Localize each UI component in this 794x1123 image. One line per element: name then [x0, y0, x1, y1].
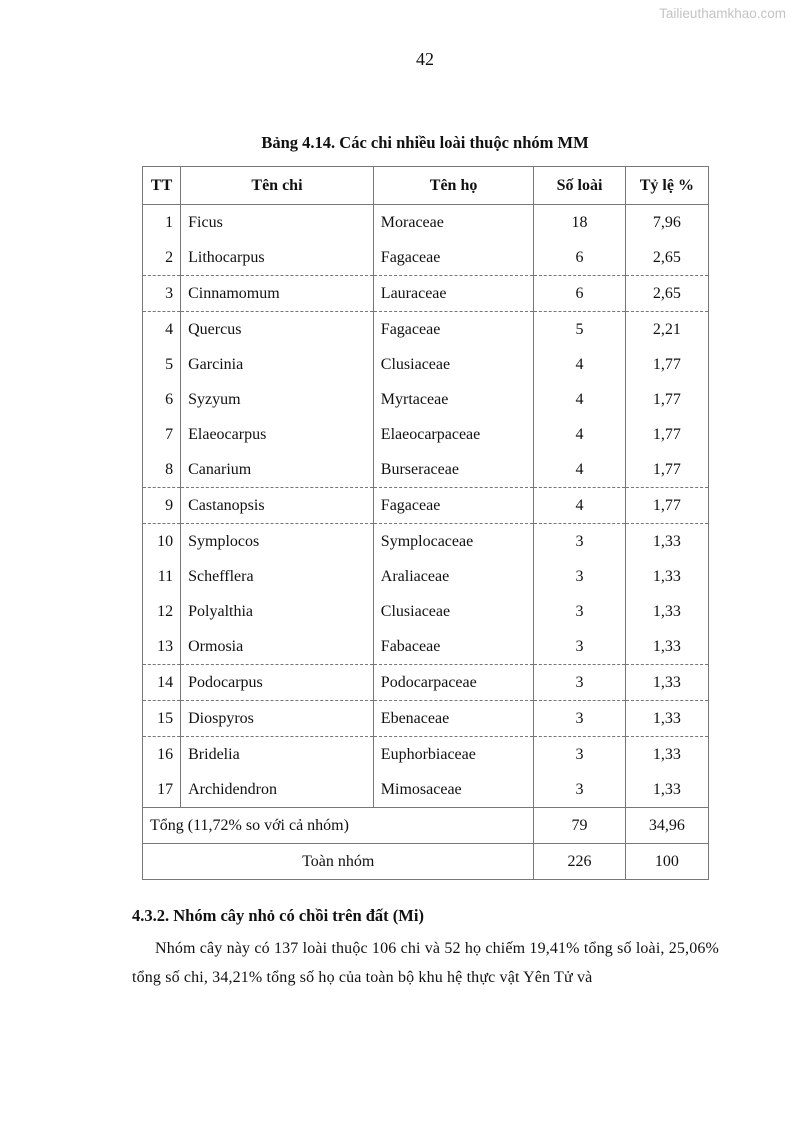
table-row: [143, 488, 709, 524]
cell-count: 5: [534, 312, 625, 348]
cell-tt: 15: [143, 701, 181, 737]
header-count: Số loài: [534, 167, 625, 205]
cell-ratio: 1,77: [625, 417, 708, 452]
watermark: Tailieuthamkhao.com: [659, 6, 786, 21]
cell-tt: 1: [143, 205, 181, 241]
cell-tt: 17: [143, 772, 181, 808]
cell-tt: 10: [143, 524, 181, 560]
cell-family: Fagaceae: [373, 312, 534, 348]
cell-tt: 11: [143, 559, 181, 594]
cell-ratio: 1,33: [625, 629, 708, 665]
genus-table: [142, 166, 709, 880]
grand-total-ratio: 100: [625, 844, 708, 880]
subtotal-label: Tổng (11,72% so với cả nhóm): [143, 808, 534, 844]
cell-count: 4: [534, 347, 625, 382]
cell-count: 4: [534, 452, 625, 488]
table-row: [143, 665, 709, 701]
cell-family: Podocarpaceae: [373, 665, 534, 701]
table-row: [143, 347, 709, 382]
cell-ratio: 1,33: [625, 737, 708, 773]
cell-family: Symplocaceae: [373, 524, 534, 560]
cell-ratio: 1,33: [625, 594, 708, 629]
cell-family: Araliaceae: [373, 559, 534, 594]
table-row: [143, 205, 709, 241]
cell-ratio: 2,21: [625, 312, 708, 348]
cell-count: 3: [534, 559, 625, 594]
cell-genus: Castanopsis: [181, 488, 374, 524]
cell-ratio: 1,33: [625, 559, 708, 594]
cell-family: Fagaceae: [373, 488, 534, 524]
cell-count: 18: [534, 205, 625, 241]
cell-count: 4: [534, 382, 625, 417]
cell-count: 6: [534, 240, 625, 276]
header-ratio: Tỷ lệ %: [625, 167, 708, 205]
cell-family: Moraceae: [373, 205, 534, 241]
grand-total-label: Toàn nhóm: [143, 844, 534, 880]
cell-tt: 16: [143, 737, 181, 773]
cell-genus: Archidendron: [181, 772, 374, 808]
cell-tt: 5: [143, 347, 181, 382]
cell-tt: 12: [143, 594, 181, 629]
table-row: [143, 737, 709, 773]
cell-genus: Quercus: [181, 312, 374, 348]
cell-genus: Schefflera: [181, 559, 374, 594]
table-row: [143, 772, 709, 808]
cell-family: Ebenaceae: [373, 701, 534, 737]
cell-count: 3: [534, 737, 625, 773]
cell-genus: Polyalthia: [181, 594, 374, 629]
subtotal-count: 79: [534, 808, 625, 844]
cell-count: 3: [534, 665, 625, 701]
cell-family: Myrtaceae: [373, 382, 534, 417]
cell-genus: Diospyros: [181, 701, 374, 737]
cell-tt: 6: [143, 382, 181, 417]
table-row: [143, 629, 709, 665]
cell-genus: Lithocarpus: [181, 240, 374, 276]
grand-total-row: [143, 844, 709, 880]
cell-genus: Canarium: [181, 452, 374, 488]
cell-count: 3: [534, 629, 625, 665]
cell-genus: Syzyum: [181, 382, 374, 417]
table-row: [143, 452, 709, 488]
cell-family: Mimosaceae: [373, 772, 534, 808]
cell-family: Clusiaceae: [373, 347, 534, 382]
table-row: [143, 559, 709, 594]
table-row: [143, 312, 709, 348]
table-row: [143, 240, 709, 276]
header-genus: Tên chi: [181, 167, 374, 205]
cell-genus: Podocarpus: [181, 665, 374, 701]
cell-genus: Ormosia: [181, 629, 374, 665]
cell-ratio: 7,96: [625, 205, 708, 241]
section-heading: 4.3.2. Nhóm cây nhỏ có chồi trên đất (Mi): [132, 906, 424, 925]
cell-family: Fagaceae: [373, 240, 534, 276]
cell-ratio: 1,77: [625, 452, 708, 488]
cell-ratio: 1,77: [625, 488, 708, 524]
cell-count: 3: [534, 524, 625, 560]
header-tt: TT: [143, 167, 181, 205]
table-row: [143, 524, 709, 560]
table-row: [143, 276, 709, 312]
cell-count: 4: [534, 417, 625, 452]
cell-tt: 13: [143, 629, 181, 665]
cell-count: 3: [534, 701, 625, 737]
cell-tt: 8: [143, 452, 181, 488]
cell-ratio: 1,33: [625, 701, 708, 737]
cell-ratio: 1,33: [625, 665, 708, 701]
cell-tt: 3: [143, 276, 181, 312]
cell-count: 6: [534, 276, 625, 312]
cell-family: Lauraceae: [373, 276, 534, 312]
table-row: [143, 594, 709, 629]
cell-ratio: 1,77: [625, 347, 708, 382]
cell-family: Fabaceae: [373, 629, 534, 665]
cell-ratio: 2,65: [625, 240, 708, 276]
cell-genus: Bridelia: [181, 737, 374, 773]
grand-total-count: 226: [534, 844, 625, 880]
cell-family: Clusiaceae: [373, 594, 534, 629]
cell-tt: 2: [143, 240, 181, 276]
subtotal-ratio: 34,96: [625, 808, 708, 844]
page-number: 42: [416, 49, 434, 69]
cell-family: Euphorbiaceae: [373, 737, 534, 773]
cell-ratio: 1,33: [625, 772, 708, 808]
table-row: [143, 701, 709, 737]
cell-family: Elaeocarpaceae: [373, 417, 534, 452]
cell-tt: 4: [143, 312, 181, 348]
cell-count: 3: [534, 594, 625, 629]
body-paragraph: Nhóm cây này có 137 loài thuộc 106 chi và 52 họ chiếm 19,41% tổng số loài, 25,06% tổng số chi, 34,21% tổng số họ của toàn bộ khu hệ thực vật Yên Tử và: [132, 940, 719, 986]
cell-tt: 9: [143, 488, 181, 524]
table-title: Bảng 4.14. Các chi nhiều loài thuộc nhóm MM: [261, 133, 589, 152]
cell-ratio: 1,33: [625, 524, 708, 560]
table-row: [143, 417, 709, 452]
cell-genus: Cinnamomum: [181, 276, 374, 312]
table-row: [143, 382, 709, 417]
cell-tt: 7: [143, 417, 181, 452]
cell-count: 4: [534, 488, 625, 524]
cell-ratio: 2,65: [625, 276, 708, 312]
header-family: Tên họ: [373, 167, 534, 205]
cell-ratio: 1,77: [625, 382, 708, 417]
table-header-row: [143, 167, 709, 205]
cell-genus: Elaeocarpus: [181, 417, 374, 452]
cell-tt: 14: [143, 665, 181, 701]
cell-family: Burseraceae: [373, 452, 534, 488]
cell-genus: Symplocos: [181, 524, 374, 560]
cell-genus: Ficus: [181, 205, 374, 241]
cell-count: 3: [534, 772, 625, 808]
subtotal-row: [143, 808, 709, 844]
cell-genus: Garcinia: [181, 347, 374, 382]
